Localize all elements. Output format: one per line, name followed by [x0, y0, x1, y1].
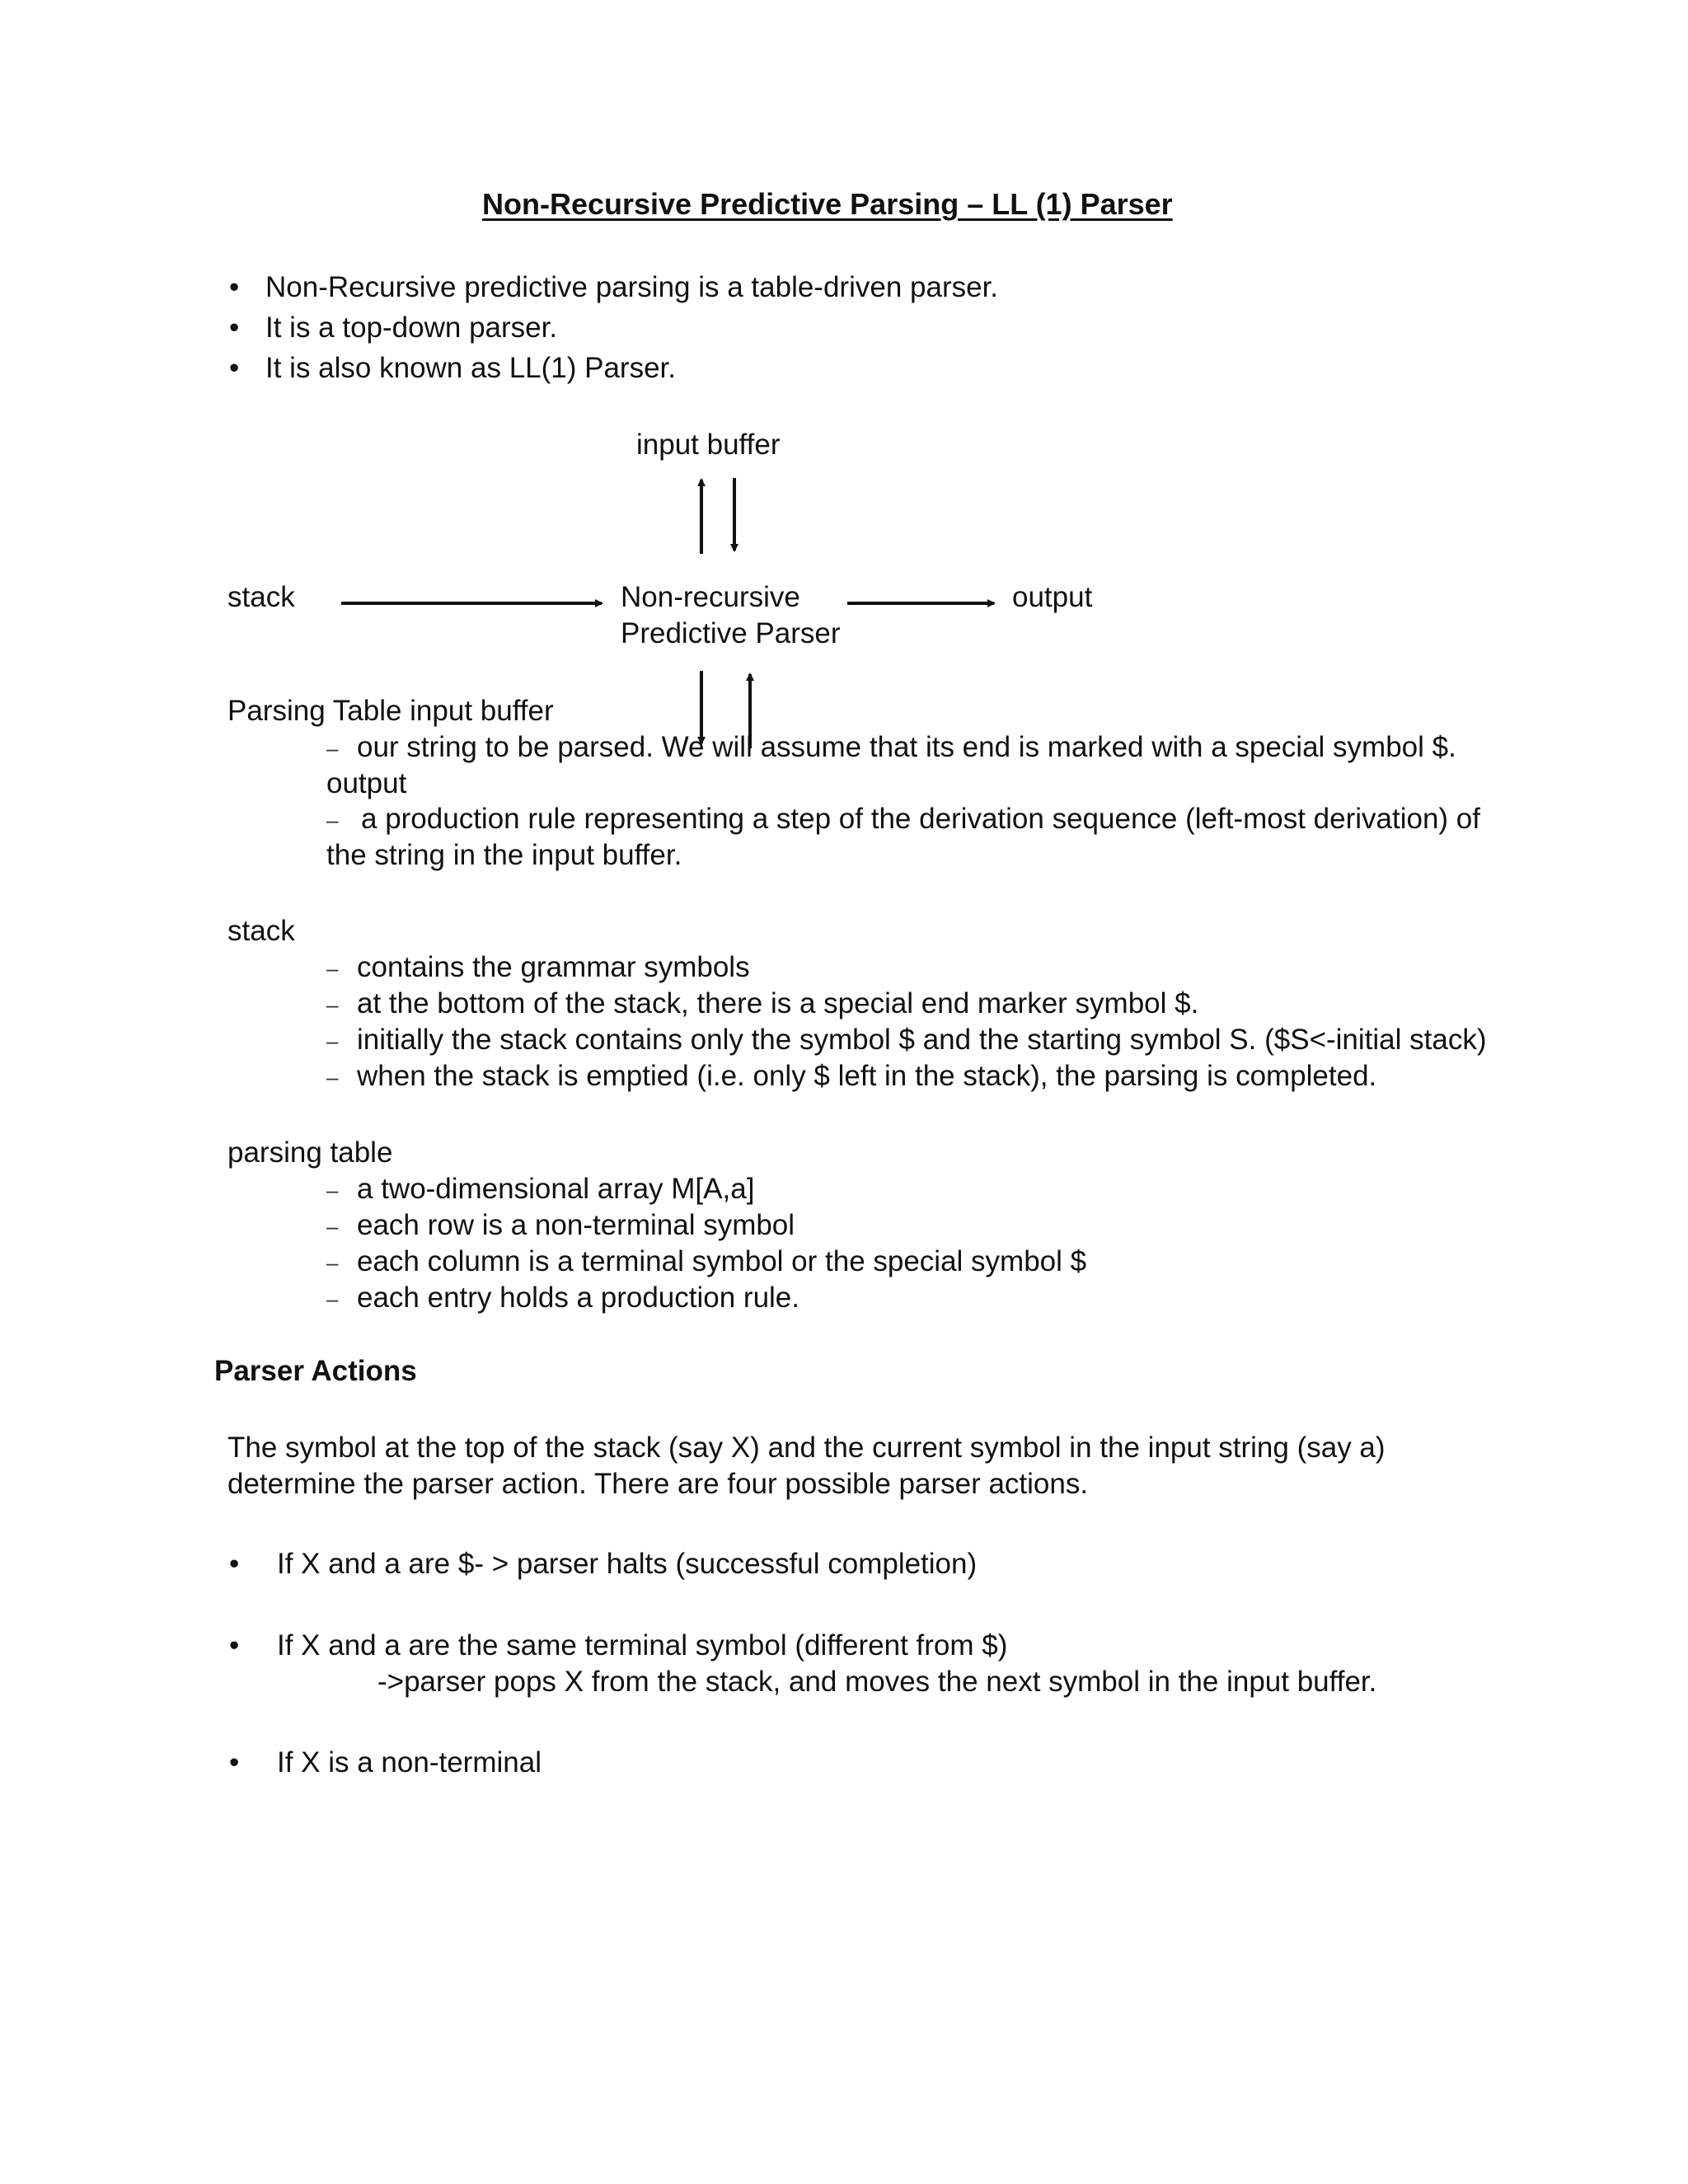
list-item: when the stack is emptied (i.e. only $ left in the stack), the parsing is completed. [357, 1060, 1377, 1092]
action-item: If X and a are the same terminal symbol (different from $) [277, 1629, 1008, 1661]
list-item: initially the stack contains only the symbol $ and the starting symbol S. ($S<-initial stack) [357, 1024, 1487, 1056]
diagram-input-buffer: input buffer [636, 429, 781, 461]
diagram-parser-line1: Non-recursive [621, 581, 800, 613]
bullet-marker: • [229, 1548, 240, 1580]
diagram-stack: stack [227, 581, 295, 613]
dash-marker: – [326, 992, 339, 1017]
dash-marker: – [326, 736, 339, 761]
bullet-marker: • [229, 271, 240, 303]
stack-heading: stack [227, 915, 295, 947]
list-item: each row is a non-terminal symbol [357, 1209, 795, 1241]
list-item: contains the grammar symbols [357, 951, 750, 983]
action-item: If X and a are $- > parser halts (successful completion) [277, 1548, 978, 1580]
intro-item: It is also known as LL(1) Parser. [265, 352, 676, 384]
actions-paragraph: The symbol at the top of the stack (say X) and the current symbol in the input string (say a) [227, 1432, 1386, 1464]
diagram-parsing-table: Parsing Table input buffer [227, 695, 554, 727]
dash-marker: – [326, 1214, 339, 1239]
bullet-marker: • [229, 1746, 240, 1779]
parsing-table-heading: parsing table [227, 1137, 393, 1169]
dash-marker: – [326, 1029, 339, 1053]
actions-paragraph-cont: determine the parser action. There are four possible parser actions. [227, 1468, 1089, 1500]
page-title: Non-Recursive Predictive Parsing – LL (1) Parser [482, 187, 1173, 221]
list-item: each entry holds a production rule. [357, 1282, 799, 1314]
bullet-marker: • [229, 312, 240, 344]
input-buffer-desc: our string to be parsed. We will assume that its end is marked with a special symbol $. [357, 731, 1456, 763]
dash-marker: – [326, 1286, 339, 1311]
list-item: a two-dimensional array M[A,a] [357, 1173, 755, 1205]
dash-marker: – [326, 1065, 339, 1090]
diagram-output: output [1012, 581, 1093, 613]
action-item: If X is a non-terminal [277, 1746, 542, 1779]
list-item: at the bottom of the stack, there is a special end marker symbol $. [357, 987, 1199, 1019]
intro-item: Non-Recursive predictive parsing is a table-driven parser. [265, 271, 999, 303]
list-item: each column is a terminal symbol or the special symbol $ [357, 1245, 1087, 1277]
intro-item: It is a top-down parser. [265, 312, 558, 344]
output-desc-cont: the string in the input buffer. [326, 839, 682, 871]
parser-actions-heading: Parser Actions [214, 1355, 417, 1387]
output-label: output [326, 767, 407, 799]
dash-marker: – [326, 1250, 339, 1275]
bullet-marker: • [229, 352, 240, 384]
diagram-parser-line2: Predictive Parser [621, 617, 841, 649]
dash-marker: – [326, 956, 339, 981]
bullet-marker: • [229, 1629, 240, 1661]
action-item-cont: ->parser pops X from the stack, and moves the next symbol in the input buffer. [377, 1666, 1377, 1698]
dash-marker: – [326, 1178, 339, 1202]
output-desc: a production rule representing a step of the derivation sequence (left-most derivation) of [361, 803, 1480, 835]
dash-marker: – [326, 808, 339, 832]
